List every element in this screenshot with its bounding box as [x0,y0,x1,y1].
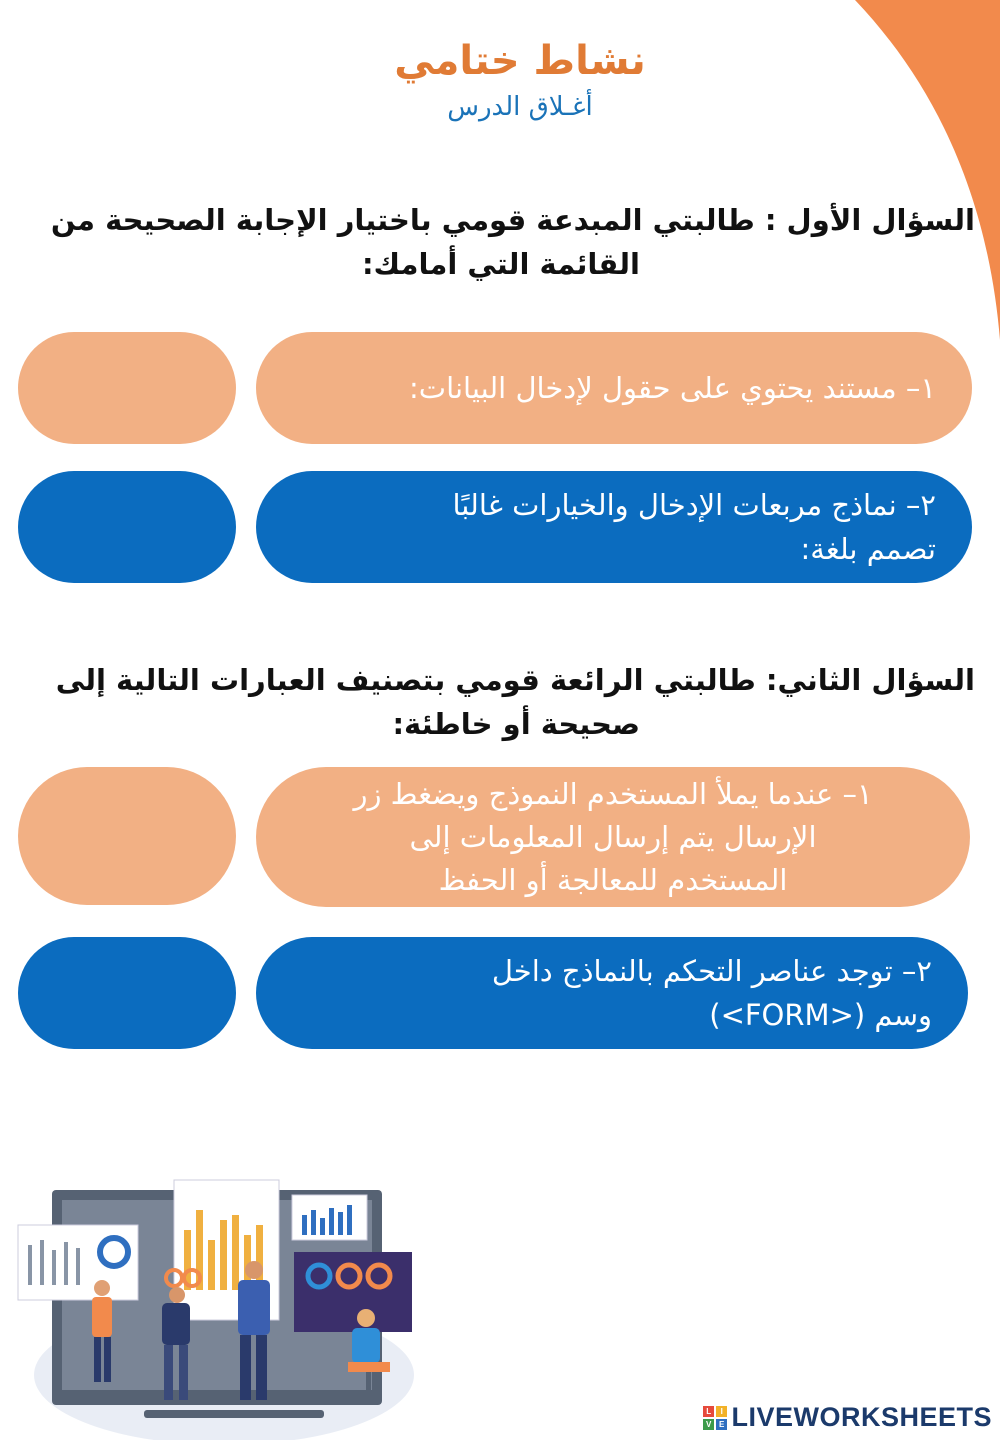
statement-1-2 [256,471,972,583]
statement-2-1 [256,767,970,907]
answer-box-1-1[interactable] [18,332,236,444]
answer-box-1-2[interactable] [18,471,236,583]
question-1 [20,198,975,286]
statement-2-1-line-2: الإرسال يتم إرسال المعلومات إلى [409,819,817,854]
question-1-line-2: القائمة التي أمامك: [361,247,640,281]
statement-2-2-line-2: وسم (<FORM>) [709,998,932,1032]
question-2 [20,658,975,746]
dashboard-team-illustration [14,1170,414,1440]
statement-2-2 [256,937,968,1049]
statement-2-1-line-1: ١– عندما يملأ المستخدم النموذج ويضغط زر [353,776,873,811]
answer-box-2-2[interactable] [18,937,236,1049]
page-title: نشاط ختامي [394,38,646,84]
statement-1-1-text: ١– مستند يحتوي على حقول لإدخال البيانات: [409,371,936,405]
question-2-line-1: السؤال الثاني: طالبتي الرائعة قومي بتصنيف العبارات التالية إلى [55,663,975,697]
liveworksheets-brand [703,1402,992,1433]
statement-1-1 [256,332,972,444]
brand-name: LIVEWORKSHEETS [731,1402,992,1432]
answer-box-2-1[interactable] [18,767,236,905]
statement-2-1-line-3: المستخدم للمعالجة أو الحفظ [438,862,788,897]
question-1-line-1: السؤال الأول : طالبتي المبدعة قومي باختيار الإجابة الصحيحة من [50,203,975,237]
question-2-line-2: صحيحة أو خاطئة: [392,707,640,741]
page-subtitle: أغـلاق الدرس [447,92,593,122]
statement-1-2-line-2: تصمم بلغة: [800,532,936,566]
liveworksheets-logo-icon: L I V E [703,1406,727,1430]
statement-2-2-line-1: ٢– توجد عناصر التحكم بالنماذج داخل [491,954,932,988]
statement-1-2-line-1: ٢– نماذج مربعات الإدخال والخيارات غالبًا [452,488,936,522]
